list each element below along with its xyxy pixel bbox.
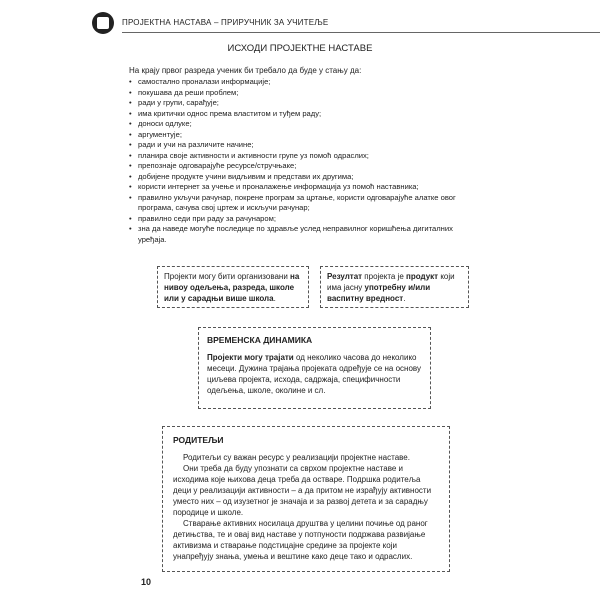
bold-span: употребну и/или васпитну вредност bbox=[327, 283, 431, 303]
list-item: • зна да наведе могуће последице по здравље услед неправилног коришћења дигиталних уређаја. bbox=[129, 224, 469, 245]
outcomes-list bbox=[129, 77, 469, 245]
list-item: • ради и учи на различите начине; bbox=[129, 140, 469, 151]
parents-title: РОДИТЕЉИ bbox=[173, 435, 224, 445]
list-item: • добијене продукте учини видљивим и представи их другима; bbox=[129, 172, 469, 183]
list-item: • аргументује; bbox=[129, 130, 469, 141]
text-span: Пројекти могу бити организовани bbox=[164, 272, 291, 281]
parents-paragraph: Они треба да буду упознати са сврхом пројектне наставе и исходима које њихова деца треба да остваре. Подршка родитеља деци у реализацији активности – а да притом не израђују активности уместо них – од изузетног је значаја и за развој детета и за сарадњу породице и школе. bbox=[173, 464, 432, 517]
list-item: • правилно седи при раду за рачунаром; bbox=[129, 214, 469, 225]
list-item: • доноси одлуке; bbox=[129, 119, 469, 130]
page-number: 10 bbox=[141, 577, 152, 587]
parents-paragraph: Родитељи су важан ресурс у реализацији пројектне наставе. bbox=[183, 453, 410, 462]
organization-text bbox=[164, 271, 302, 304]
text-span: . bbox=[403, 294, 406, 303]
organization-box bbox=[157, 266, 309, 308]
text-span: који има јасну bbox=[327, 272, 455, 292]
publisher-logo-icon bbox=[92, 12, 114, 34]
time-dynamics-text bbox=[207, 352, 422, 396]
bold-span: продукт bbox=[406, 272, 439, 281]
text-span: . bbox=[273, 294, 276, 303]
page-title: ИСХОДИ ПРОЈЕКТНЕ НАСТАВЕ bbox=[227, 43, 373, 54]
bold-span: на нивоу одељења, разреда, школе или у сарадњи више школа bbox=[164, 272, 300, 303]
list-item: • користи интернет за учење и проналажење информација уз помоћ наставника; bbox=[129, 182, 469, 193]
header-divider bbox=[122, 32, 600, 33]
time-dynamics-title: ВРЕМЕНСКА ДИНАМИКА bbox=[207, 335, 313, 345]
text-span: од неколико часова до неколико месеци. Дужина трајања пројеката одређује се на основу циљева пројекта, исхода, садржаја, специфичности одељења, школе, околине и сл. bbox=[207, 353, 421, 395]
bold-span: Пројекти могу трајати bbox=[207, 353, 294, 362]
page-header bbox=[92, 12, 512, 36]
parents-paragraph: Стварање активних носилаца друштва у целини почиње од раног детињства, те и овај вид наставе у потпуности подржава развијање активизма и стварање подстицајне средине за пројекте који унапређују знања, умења и вештине како деце тако и одраслих. bbox=[173, 519, 428, 561]
parents-box bbox=[162, 426, 450, 572]
list-item: • планира своје активности и активности групе уз помоћ одраслих; bbox=[129, 151, 469, 162]
result-box bbox=[320, 266, 469, 308]
list-item: • покушава да реши проблем; bbox=[129, 88, 469, 99]
list-item: • правилно укључи рачунар, покрене програм за цртање, користи одговарајуће алатке овог програма, сачува свој цртеж и искључи рачунар; bbox=[129, 193, 469, 214]
intro-text: На крају првог разреда ученик би требало да буде у стању да: bbox=[129, 66, 362, 75]
text-span: пројекта је bbox=[364, 272, 407, 281]
bold-span: Резултат bbox=[327, 272, 365, 281]
header-title: ПРОЈЕКТНА НАСТАВА – ПРИРУЧНИК ЗА УЧИТЕЉЕ bbox=[122, 18, 329, 27]
list-item: • ради у групи, сарађује; bbox=[129, 98, 469, 109]
list-item: • има критички однос према властитом и туђем раду; bbox=[129, 109, 469, 120]
result-text bbox=[327, 271, 462, 304]
time-dynamics-box bbox=[198, 327, 431, 409]
list-item: • самостално проналази информације; bbox=[129, 77, 469, 88]
list-item: • препознаје одговарајуће ресурсе/стручњаке; bbox=[129, 161, 469, 172]
